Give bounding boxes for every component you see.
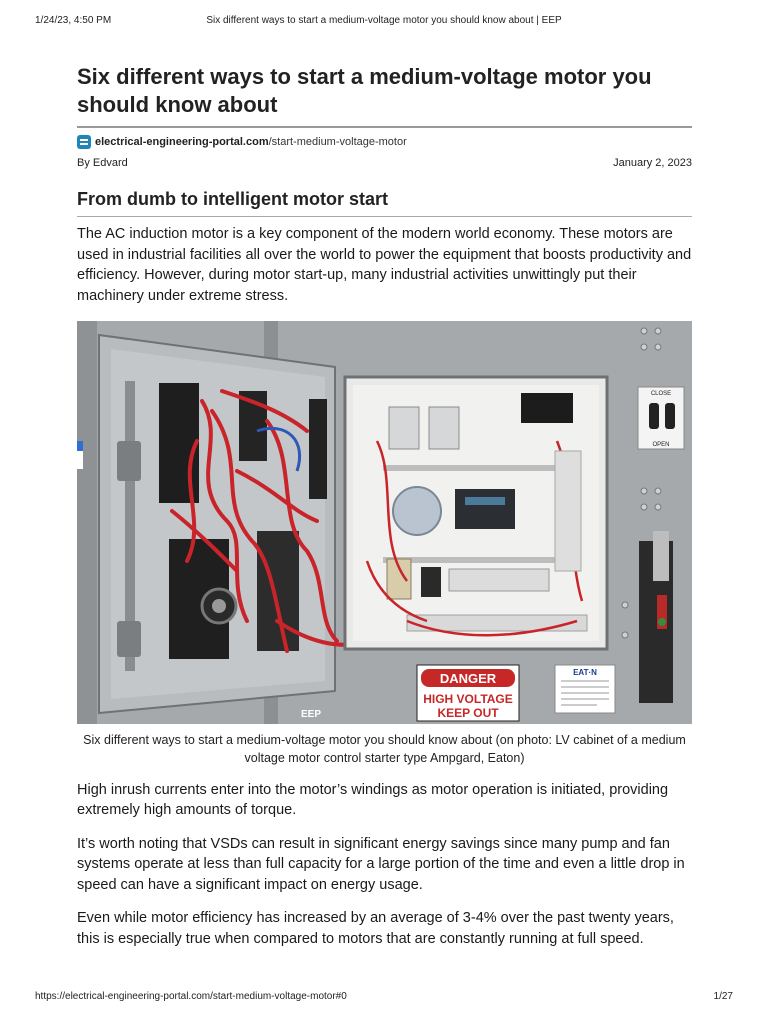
print-header <box>35 15 733 31</box>
source-line <box>77 133 692 151</box>
open-label: OPEN <box>652 441 670 448</box>
print-footer <box>35 991 733 1005</box>
article <box>77 63 692 949</box>
headline-divider <box>77 126 692 128</box>
warning-line-1: HIGH VOLTAGE <box>423 691 513 706</box>
article-photo <box>77 321 692 724</box>
danger-sign-text: DANGER <box>439 670 497 686</box>
print-doc-title: Six different ways to start a medium-voltage motor you should know about | EEP <box>206 15 562 26</box>
article-headline: Six different ways to start a medium-voltage motor you should know about <box>77 64 652 117</box>
paragraph-vsd: It’s worth noting that VSDs can result in significant energy savings since many pump and fan systems operate at less than full capacity for a large portion of the time and even a little drop in speed can have a significant impact on energy usage. <box>77 835 685 893</box>
brand-label: EAT·N <box>573 667 597 677</box>
source-link[interactable] <box>95 136 407 148</box>
paragraph-efficiency: Even while motor efficiency has increased by an average of 3-4% over the past twenty years, this is especially true when compared to motors that are constantly running at full speed. <box>77 910 674 947</box>
page-number: 1/27 <box>713 991 733 1002</box>
site-icon <box>77 135 91 149</box>
section-heading: From dumb to intelligent motor start <box>77 189 388 209</box>
intro-paragraph: The AC induction motor is a key component of the modern world economy. These motors are used in industrial facilities all over the world to power the equipment that boosts productivity and efficiency. However, during motor start-up, many industrial activities unwittingly put their machinery under extreme stress. <box>77 226 692 305</box>
print-datetime: 1/24/23, 4:50 PM <box>35 15 112 26</box>
warning-line-2: KEEP OUT <box>437 705 499 720</box>
source-path: /start-medium-voltage-motor <box>268 136 407 148</box>
source-domain: electrical-engineering-portal.com <box>95 136 269 148</box>
eep-watermark: EEP <box>301 708 322 720</box>
print-url: https://electrical-engineering-portal.com/start-medium-voltage-motor#0 <box>35 991 347 1002</box>
section-divider <box>77 216 692 217</box>
publish-date: January 2, 2023 <box>613 157 692 169</box>
close-label: CLOSE <box>650 390 672 397</box>
paragraph-inrush: High inrush currents enter into the motor’s windings as motor operation is initiated, providing extremely high amounts of torque. <box>77 781 669 819</box>
byline <box>77 157 692 171</box>
author: By Edvard <box>77 157 128 169</box>
photo-caption: Six different ways to start a medium-voltage motor you should know about (on photo: LV cabinet of a medium voltage motor control starter type Ampgard, Eaton) <box>83 732 686 765</box>
motor-cabinet-photo <box>77 321 692 724</box>
